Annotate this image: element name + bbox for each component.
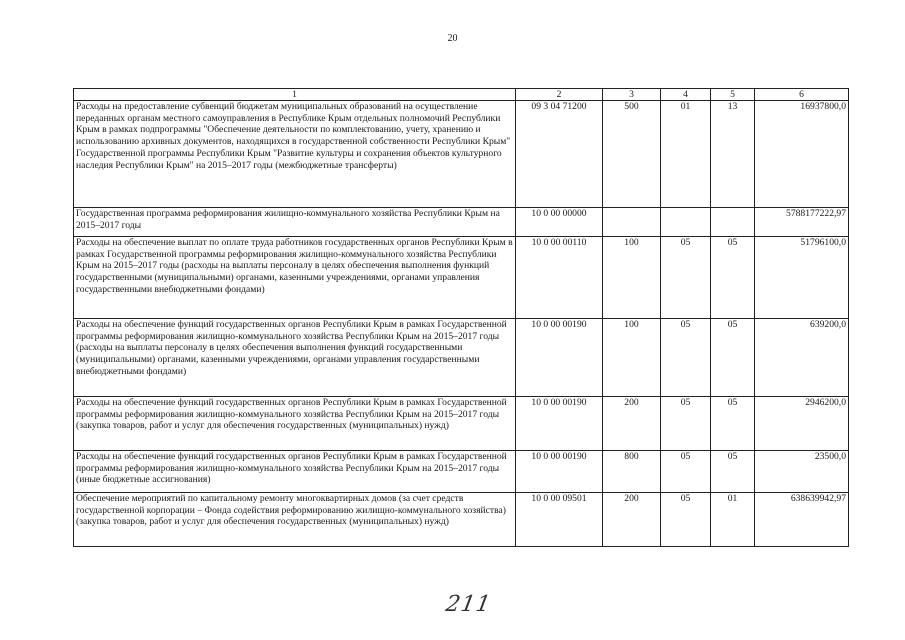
row-section: 05 (661, 397, 711, 451)
row-description: Государственная программа реформирования жилищно-коммунального хозяйства Республики Крым на 2015–2017 годы (74, 208, 516, 237)
row-amount: 639200,0 (755, 319, 849, 397)
table-row (74, 493, 849, 547)
row-code: 10 0 00 09501 (516, 493, 603, 547)
row-description: Расходы на обеспечение функций государственных органов Республики Крым в рамках Государственной программы реформирования жилищно-коммунального хозяйства Республики Крым на 2015–2017 годы (иные бюджетные ассигнования) (74, 451, 516, 493)
row-expense-type: 500 (603, 101, 661, 208)
table-row (74, 101, 849, 208)
table-row (74, 319, 849, 397)
row-subsection: 01 (711, 493, 755, 547)
row-subsection: 05 (711, 319, 755, 397)
row-amount: 23500,0 (755, 451, 849, 493)
row-amount: 16937800,0 (755, 101, 849, 208)
row-subsection: 05 (711, 237, 755, 319)
row-amount: 5788177222,97 (755, 208, 849, 237)
row-expense-type (603, 208, 661, 237)
row-section: 01 (661, 101, 711, 208)
row-code: 10 0 00 00000 (516, 208, 603, 237)
table-row (74, 208, 849, 237)
header-cell: 2 (516, 89, 603, 101)
row-amount: 51796100,0 (755, 237, 849, 319)
row-section: 05 (661, 237, 711, 319)
header-cell: 1 (74, 89, 516, 101)
row-subsection: 05 (711, 451, 755, 493)
table-row (74, 397, 849, 451)
row-section (661, 208, 711, 237)
row-code: 09 3 04 71200 (516, 101, 603, 208)
row-description: Расходы на обеспечение выплат по оплате труда работников государственных органов Республики Крым в рамках Государственной программы реформирования жилищно-коммунального хозяйства Республики Крым на 2015–2017 годы (расходы на выплаты персоналу в целях обеспечения выполнения функций государственными (муниципальными) органами, казенными учреждениями, органами управления государственными внебюджетными фондами) (74, 237, 516, 319)
row-section: 05 (661, 319, 711, 397)
row-subsection: 05 (711, 397, 755, 451)
row-subsection (711, 208, 755, 237)
row-subsection: 13 (711, 101, 755, 208)
table-header-row (74, 89, 849, 101)
table-row (74, 451, 849, 493)
row-amount: 638639942,97 (755, 493, 849, 547)
row-code: 10 0 00 00190 (516, 319, 603, 397)
row-expense-type: 200 (603, 493, 661, 547)
row-expense-type: 800 (603, 451, 661, 493)
row-expense-type: 200 (603, 397, 661, 451)
row-section: 05 (661, 493, 711, 547)
header-cell: 3 (603, 89, 661, 101)
row-description: Обеспечение мероприятий по капитальному ремонту многоквартирных домов (за счет средств государственной корпорации – Фонда содействия реформированию жилищно-коммунального хозяйства) (закупка товаров, работ и услуг для обеспечения государственных (муниципальных) нужд) (74, 493, 516, 547)
row-expense-type: 100 (603, 319, 661, 397)
row-code: 10 0 00 00190 (516, 451, 603, 493)
header-cell: 5 (711, 89, 755, 101)
header-cell: 4 (661, 89, 711, 101)
row-expense-type: 100 (603, 237, 661, 319)
budget-table (73, 88, 849, 547)
row-section: 05 (661, 451, 711, 493)
handwritten-page-number: 211 (443, 592, 494, 617)
table-row (74, 237, 849, 319)
row-description: Расходы на обеспечение функций государственных органов Республики Крым в рамках Государственной программы реформирования жилищно-коммунального хозяйства Республики Крым на 2015–2017 годы (расходы на выплаты персоналу в целях обеспечения выполнения функций государственными (муниципальными) органами, казенными учреждениями, органами управления государственными внебюджетными фондами) (74, 319, 516, 397)
row-code: 10 0 00 00190 (516, 397, 603, 451)
row-description: Расходы на предоставление субвенций бюджетам муниципальных образований на осуществление переданных органам местного самоуправления в Республике Крым отдельных полномочий Республики Крым в рамках подпрограммы "Обеспечение деятельности по комплектованию, учету, хранению и использованию архивных документов, находящихся в государственной собственности Республики Крым" Государственной программы Республики Крым "Развитие культуры и сохранения объектов культурного наследия Республики Крым" на 2015–2017 годы (межбюджетные трансферты) (74, 101, 516, 208)
header-cell: 6 (755, 89, 849, 101)
page-number: 20 (447, 33, 458, 44)
row-description: Расходы на обеспечение функций государственных органов Республики Крым в рамках Государственной программы реформирования жилищно-коммунального хозяйства Республики Крым на 2015–2017 годы (закупка товаров, работ и услуг для обеспечения государственных (муниципальных) нужд) (74, 397, 516, 451)
row-code: 10 0 00 00110 (516, 237, 603, 319)
row-amount: 2946200,0 (755, 397, 849, 451)
